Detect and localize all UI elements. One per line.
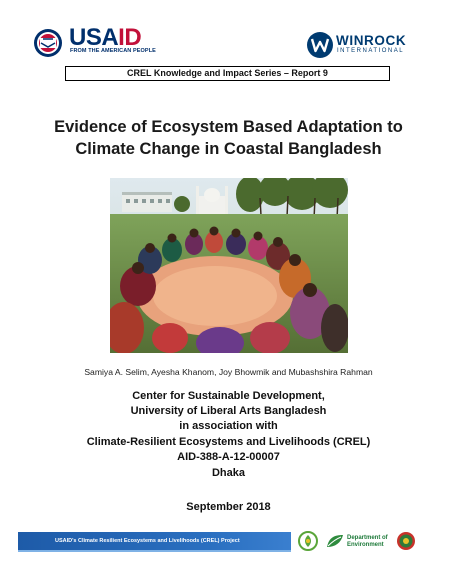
- title-line-2: Climate Change in Coastal Bangladesh: [75, 140, 382, 158]
- winrock-logo-icon: [306, 31, 334, 59]
- department-of-environment-label: Department of Environment: [347, 535, 388, 548]
- bangladesh-government-seal-icon: [396, 531, 416, 551]
- green-partner-logo-icon: [298, 531, 318, 551]
- org-line-3: in association with: [179, 420, 278, 432]
- department-of-environment-logo-icon: [325, 533, 345, 549]
- org-line-1: Center for Sustainable Development,: [132, 390, 325, 402]
- title-line-1: Evidence of Ecosystem Based Adaptation to: [54, 118, 403, 136]
- org-line-4: Climate-Resilient Ecosystems and Livelihoods (CREL): [86, 436, 371, 448]
- usaid-tagline: FROM THE AMERICAN PEOPLE: [70, 48, 156, 54]
- usaid-seal-icon: [33, 28, 63, 58]
- org-line-5: AID-388-A-12-00007: [177, 451, 280, 463]
- footer-divider: [18, 550, 291, 552]
- publication-date: September 2018: [186, 501, 271, 513]
- cover-photo: [110, 178, 348, 353]
- usaid-wordmark: USAID: [69, 24, 142, 51]
- authors: Samiya A. Selim, Ayesha Khanom, Joy Bhowmik and Mubashshira Rahman: [84, 367, 373, 377]
- org-line-6: Dhaka: [211, 467, 246, 479]
- winrock-subtitle: INTERNATIONAL: [337, 48, 405, 54]
- series-label: CREL Knowledge and Impact Series – Report 9: [65, 66, 390, 81]
- footer-project-banner: USAID's Climate Resilient Ecosystems and Livelihoods (CREL) Project: [18, 532, 291, 550]
- org-line-2: University of Liberal Arts Bangladesh: [130, 405, 327, 417]
- report-title: [30, 116, 427, 160]
- winrock-wordmark: WINROCK: [336, 33, 407, 48]
